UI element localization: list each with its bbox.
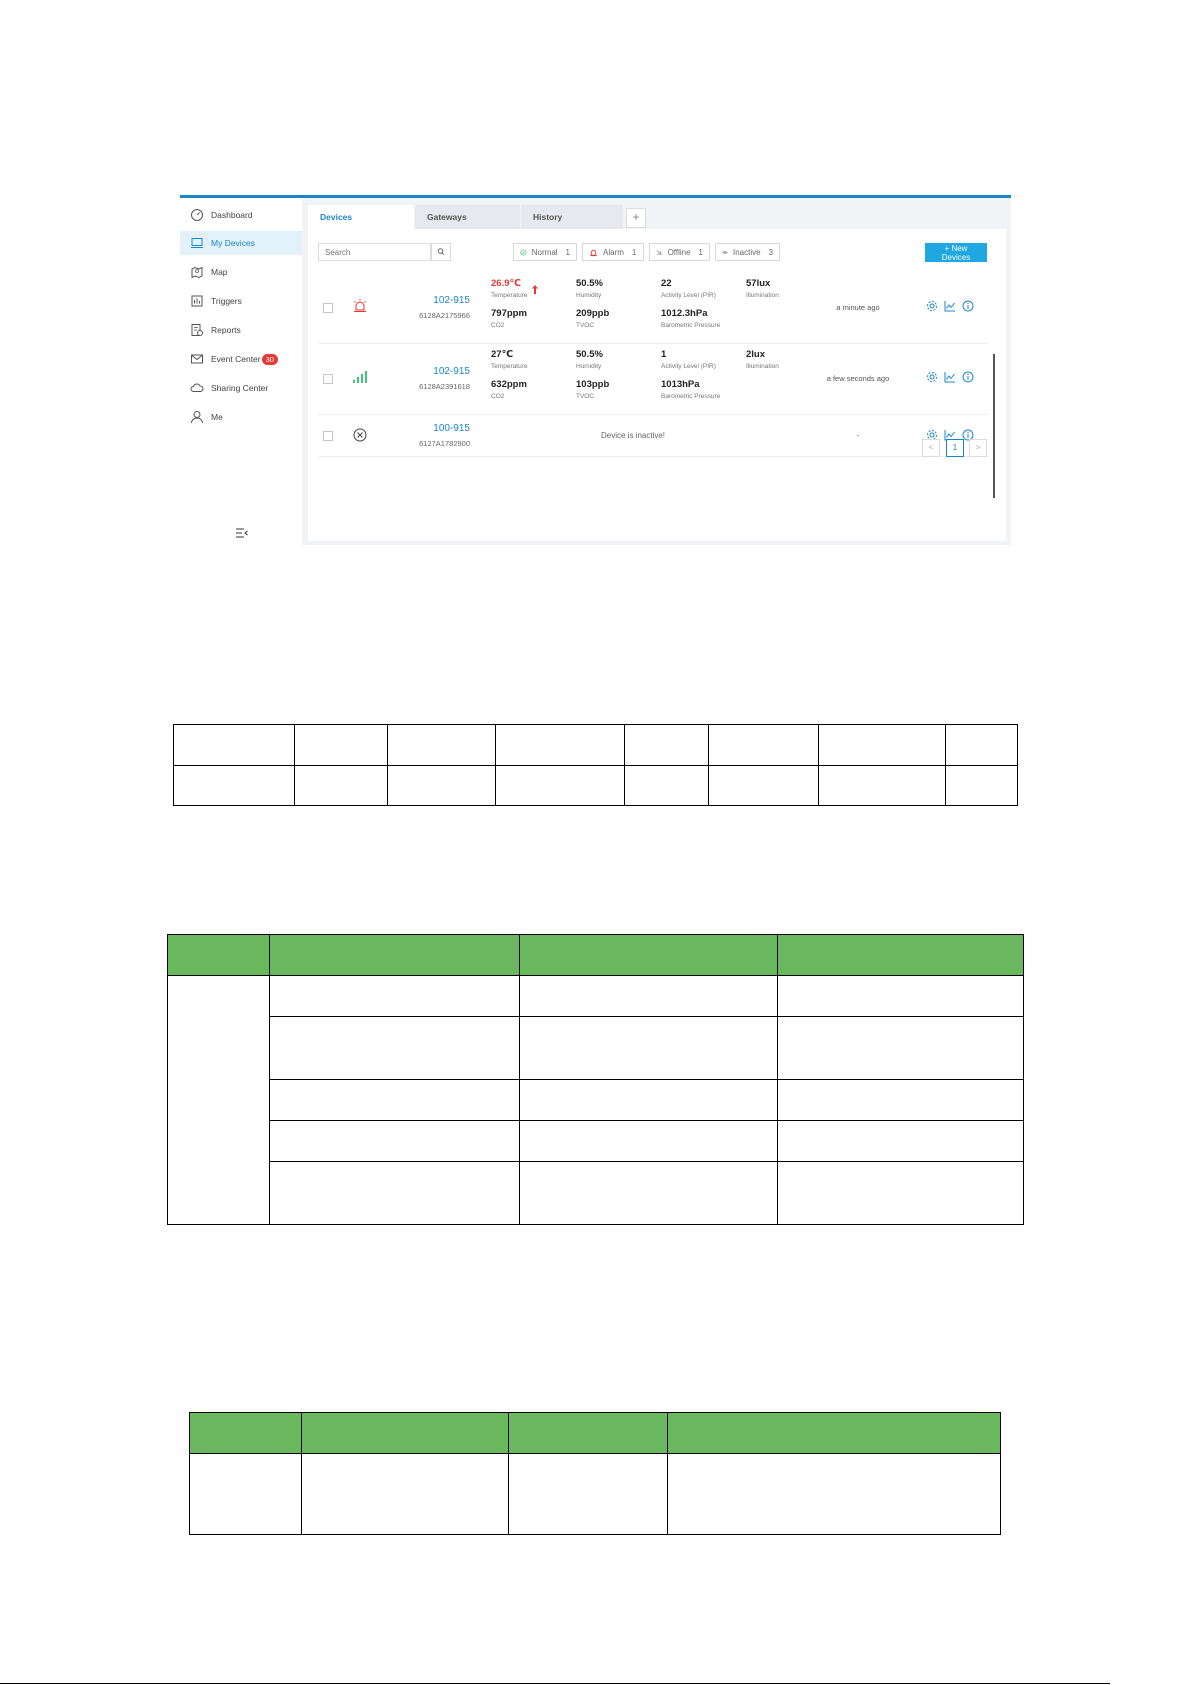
settings-gear-icon[interactable] xyxy=(926,300,938,312)
inactive-message: Device is inactive! xyxy=(600,431,666,440)
new-devices-button[interactable]: + New Devices xyxy=(925,243,987,262)
sidebar-item-my-devices[interactable] xyxy=(180,231,302,255)
device-serial: 6127A1782900 xyxy=(419,439,470,448)
pir-label: Activity Level (PIR) xyxy=(661,292,716,299)
sidebar-item-label: Reports xyxy=(211,325,241,335)
sidebar-item-dashboard[interactable] xyxy=(180,203,302,227)
humidity-value: 50.5% xyxy=(576,349,603,360)
alarm-arrow-up-icon xyxy=(532,285,538,294)
device-serial: 6128A2175966 xyxy=(419,311,470,320)
search-input[interactable] xyxy=(318,243,431,261)
pagination-prev-button[interactable]: < xyxy=(922,439,940,457)
tvoc-value: 103ppb xyxy=(576,379,610,390)
sidebar-item-label: Event Center xyxy=(211,354,261,364)
pressure-value: 1013hPa xyxy=(661,379,700,390)
reports-icon xyxy=(190,323,204,337)
info-icon[interactable] xyxy=(962,300,974,312)
tvoc-label: TVOC xyxy=(576,393,595,400)
sidebar-item-label: Sharing Center xyxy=(211,383,269,393)
co2-value: 632ppm xyxy=(491,379,527,390)
filter-inactive[interactable]: Inactive 3 xyxy=(715,243,780,261)
pagination-next-button[interactable]: > xyxy=(969,439,987,457)
filter-alarm[interactable]: Alarm 1 xyxy=(582,243,644,261)
last-updated: - xyxy=(856,431,860,440)
sidebar-item-me[interactable] xyxy=(180,405,302,429)
humidity-label: Humidity xyxy=(576,363,602,370)
alarm-siren-icon xyxy=(352,298,368,314)
pressure-value: 1012.3hPa xyxy=(661,308,708,319)
humidity-label: Humidity xyxy=(576,292,602,299)
check-circle-icon xyxy=(520,248,527,257)
pressure-label: Barometric Pressure xyxy=(661,322,721,329)
row-checkbox[interactable] xyxy=(323,374,333,384)
user-icon xyxy=(190,410,204,424)
sidebar-item-sharing-center[interactable] xyxy=(180,376,302,400)
settings-gear-icon[interactable] xyxy=(926,371,938,383)
search-icon xyxy=(432,244,450,260)
envelope-icon xyxy=(190,352,204,366)
pir-value: 22 xyxy=(661,278,672,289)
illumination-label: Illumination xyxy=(746,292,779,299)
devices-monitor-icon xyxy=(190,236,204,250)
signal-bars-icon xyxy=(352,369,368,385)
menu-collapse-icon[interactable] xyxy=(235,525,249,535)
pagination-page-button[interactable]: 1 xyxy=(946,439,964,457)
pressure-label: Barometric Pressure xyxy=(661,393,721,400)
sidebar-item-event-center[interactable] xyxy=(180,347,302,371)
event-count-badge: 30 xyxy=(262,354,278,365)
last-updated: a minute ago xyxy=(836,303,880,312)
illumination-value: 2lux xyxy=(746,349,766,360)
device-row[interactable] xyxy=(318,273,988,344)
chart-line-icon[interactable] xyxy=(944,300,956,312)
empty-table-1 xyxy=(173,724,1018,806)
tab-history[interactable]: History xyxy=(521,205,623,229)
temperature-value: 27℃ xyxy=(491,349,514,360)
co2-value: 797ppm xyxy=(491,308,527,319)
device-name-link[interactable]: 100-915 xyxy=(433,423,470,434)
pir-label: Activity Level (PIR) xyxy=(661,363,716,370)
sidebar-item-label: Me xyxy=(211,412,223,422)
device-name-link[interactable]: 102-915 xyxy=(433,295,470,306)
map-icon xyxy=(190,265,204,279)
empty-table-2 xyxy=(167,934,1024,1225)
offline-signal-icon xyxy=(656,248,663,257)
last-updated: a few seconds ago xyxy=(826,374,890,383)
alarm-siren-icon xyxy=(589,248,598,257)
chart-line-icon[interactable] xyxy=(944,371,956,383)
dashboard-gauge-icon xyxy=(190,208,204,222)
device-row[interactable] xyxy=(318,415,988,457)
sidebar xyxy=(180,198,302,545)
scrollbar[interactable] xyxy=(993,354,995,498)
sidebar-item-reports[interactable] xyxy=(180,318,302,342)
triggers-icon xyxy=(190,294,204,308)
devices-panel xyxy=(308,229,1006,541)
cloud-icon xyxy=(190,381,204,395)
device-serial: 6128A2391618 xyxy=(419,382,470,391)
device-name-link[interactable]: 102-915 xyxy=(433,366,470,377)
search-button[interactable] xyxy=(431,243,451,261)
sidebar-item-triggers[interactable] xyxy=(180,289,302,313)
illumination-value: 57lux xyxy=(746,278,771,289)
app-screenshot xyxy=(180,195,1011,545)
co2-label: CO2 xyxy=(491,322,505,329)
co2-label: CO2 xyxy=(491,393,505,400)
sidebar-item-label: Triggers xyxy=(211,296,242,306)
illumination-label: Illumination xyxy=(746,363,779,370)
row-checkbox[interactable] xyxy=(323,431,333,441)
row-checkbox[interactable] xyxy=(323,303,333,313)
tab-devices[interactable]: Devices xyxy=(308,205,414,229)
tvoc-label: TVOC xyxy=(576,322,595,329)
temperature-value: 26.9℃ xyxy=(491,278,521,289)
tab-gateways[interactable]: Gateways xyxy=(415,205,520,229)
sidebar-item-label: My Devices xyxy=(211,238,255,248)
filter-offline[interactable]: Offline 1 xyxy=(649,243,710,261)
inactive-x-circle-icon xyxy=(352,427,368,443)
device-row[interactable] xyxy=(318,344,988,415)
sidebar-item-label: Map xyxy=(211,267,228,277)
sidebar-item-map[interactable] xyxy=(180,260,302,284)
inactive-eye-icon xyxy=(722,248,728,257)
sidebar-item-label: Dashboard xyxy=(211,210,253,220)
main-content xyxy=(308,205,1006,541)
empty-table-3 xyxy=(189,1412,1001,1535)
tvoc-value: 209ppb xyxy=(576,308,610,319)
page-bottom-rule xyxy=(0,1683,1110,1684)
humidity-value: 50.5% xyxy=(576,278,603,289)
add-tab-button[interactable]: + xyxy=(626,208,646,228)
temperature-label: Temperature xyxy=(491,292,528,299)
temperature-label: Temperature xyxy=(491,363,528,370)
pir-value: 1 xyxy=(661,349,667,360)
info-icon[interactable] xyxy=(962,371,974,383)
filter-normal[interactable]: Normal 1 xyxy=(513,243,577,261)
